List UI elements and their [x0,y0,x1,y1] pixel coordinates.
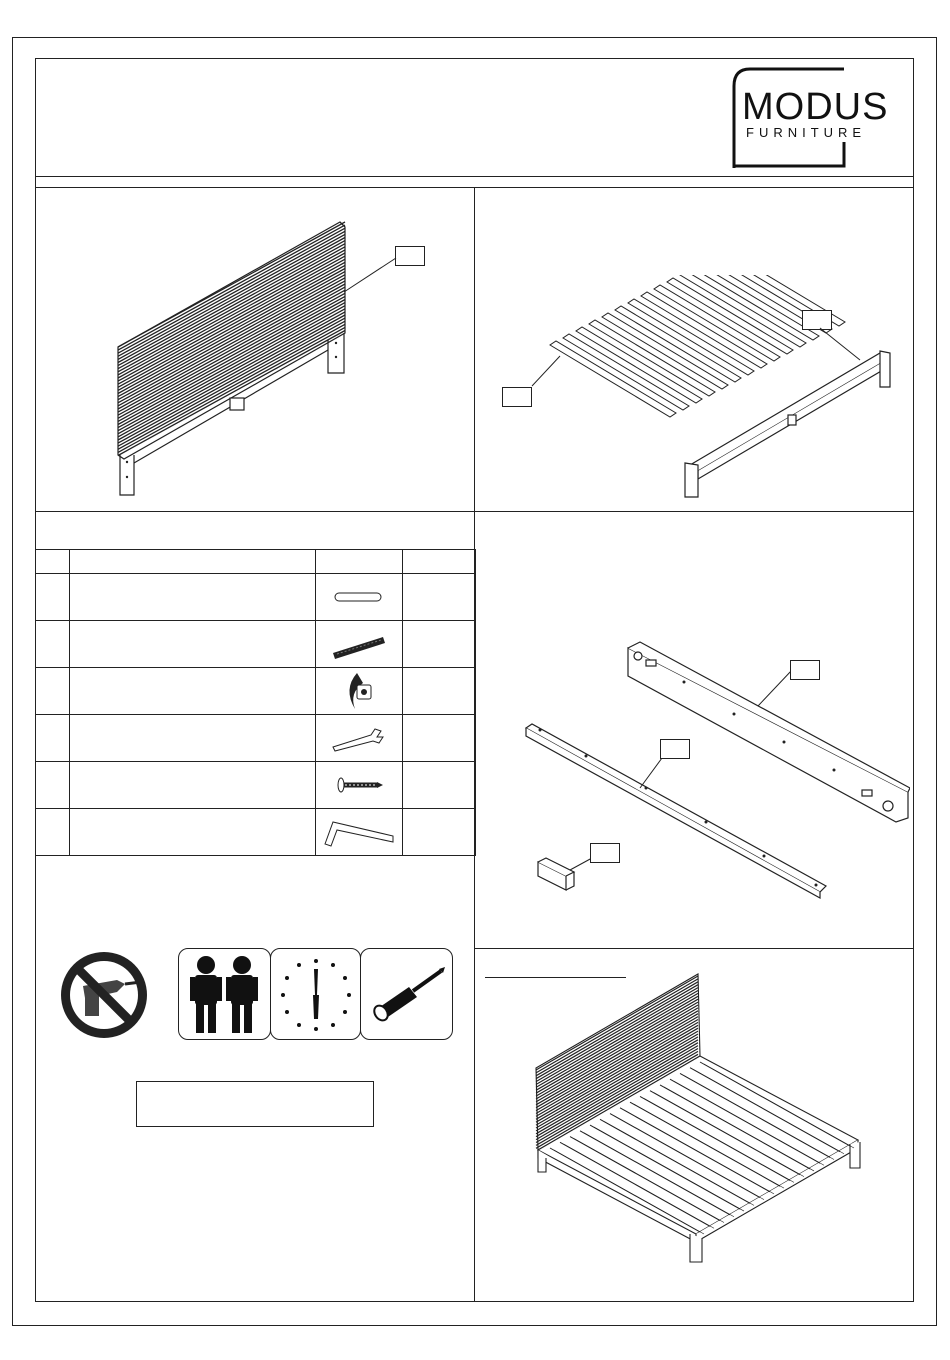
allen-key-icon [319,814,399,850]
logo-subtitle: FURNITURE [746,125,867,140]
two-person-icon [179,949,272,1041]
two-person-icon-card [178,948,271,1040]
table-row [36,668,476,715]
logo-wordmark: MODUS [742,86,889,128]
brand-logo [732,66,900,170]
table-row [36,762,476,809]
side-rails-illustration [520,630,910,910]
header-divider-1 [35,176,914,177]
part-callout-center-rail [660,739,690,759]
clock-icon [271,949,362,1041]
table-row [36,809,476,856]
hardware-section-header [35,511,475,549]
row-divider-3 [474,948,914,949]
no-power-drill-icon [55,948,153,1046]
hardware-table [35,549,476,856]
assembled-bed-illustration [530,972,870,1272]
note-box [136,1081,374,1127]
wooden-dowel-icon [329,587,389,607]
callout-leaders-frame [520,320,880,400]
part-callout-side-rail [790,660,820,680]
screwdriver-icon [361,949,454,1041]
clock-icon-card [270,948,361,1040]
washer-screw-icon [329,773,389,797]
table-row [36,574,476,621]
wrench-icon [329,723,389,753]
part-callout-block [590,843,620,863]
cam-lock-icon [339,669,379,713]
callout-leader [340,256,400,296]
hardware-table-header [36,550,476,574]
screwdriver-icon-card [360,948,453,1040]
table-row [36,715,476,762]
threaded-rod-icon [327,629,391,659]
table-row [36,621,476,668]
